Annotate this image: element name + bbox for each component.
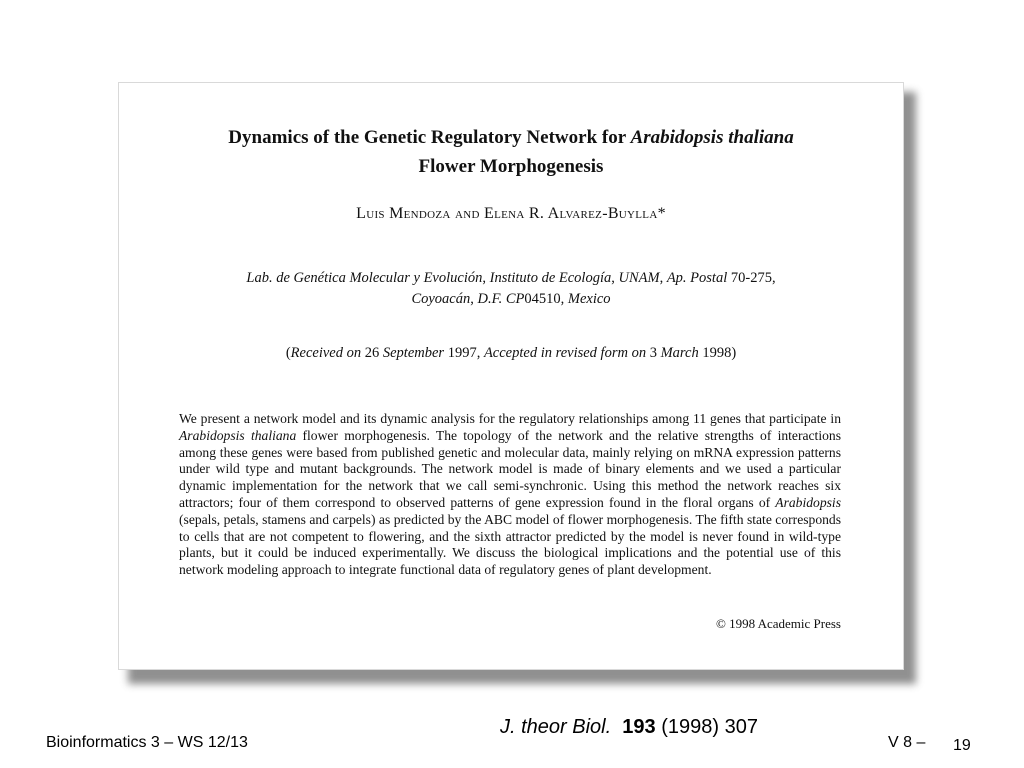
citation-year-page: (1998) 307: [655, 716, 758, 738]
citation: [500, 716, 758, 739]
paper-abstract: [179, 411, 841, 579]
received-year: 1997,: [444, 345, 484, 361]
citation-volume: 193: [622, 716, 656, 738]
accepted-year: 1998): [698, 345, 737, 361]
paper-copyright: © 1998 Academic Press: [715, 616, 841, 631]
footer-course: Bioinformatics 3 – WS 12/13: [46, 734, 248, 751]
paper-authors: Luis Mendoza and Elena R. Alvarez-Buylla*: [356, 205, 666, 222]
affil-unam: UNAM: [618, 270, 660, 286]
abstract-text: We present a network model and its dynamic analysis for the regulatory relationships among 11 genes that participate in: [179, 411, 841, 426]
accepted-label: Accepted in revised form on: [483, 345, 647, 361]
affil-cp-number: 04510,: [524, 291, 568, 307]
affil-df: D.F. CP: [477, 291, 525, 307]
accepted-day: 3: [646, 345, 661, 361]
paper-received: [139, 345, 883, 362]
received-day: 26: [361, 345, 383, 361]
paper-affiliation: [159, 268, 863, 310]
paper-clipping: [118, 82, 904, 670]
abstract-text: (sepals, petals, stamens and carpels) as predicted by the ABC model of flower morphogenesis. The fifth state corresponds to cells that are not competent to flowering, and the sixth attractor predicted by the model is never found in wild-type plants, but it could be induced experimentally. We discuss the biological implications and the potential use of this network modeling approach to integrate functional data of regulatory genes of plant development.: [179, 511, 841, 578]
abstract-text: flower morphogenesis. The topology of the network and the relative strengths of interactions among these genes were based from published genetic and molecular data, mainly relying on mRNA expression patterns under wild type and mutant backgrounds. The network model is made of binary elements and we used a particular dynamic implementation for the network that we call semi-synchronic. Using this method the network reaches six attractors; four of them correspond to observed patterns of gene expression found in the floral organs of: [179, 427, 841, 510]
abstract-genus: Arabidopsis: [775, 494, 841, 510]
received-paren: (: [285, 345, 291, 361]
affil-city: Coyoacán: [411, 291, 471, 307]
title-species: Arabidopsis thaliana: [630, 127, 794, 148]
affil-institute: Instituto de Ecología: [489, 270, 612, 286]
abstract-species: Arabidopsis thaliana: [179, 427, 297, 443]
affil-postal-number: 70-275,: [727, 270, 776, 286]
affil-sep: ,: [659, 270, 667, 286]
affil-sep: ,: [470, 291, 478, 307]
affil-sep: ,: [611, 270, 619, 286]
affil-lab: Lab. de Genética Molecular y Evolución: [246, 270, 483, 286]
accepted-month: March: [660, 345, 699, 361]
title-text-line2: Flower Morphogenesis: [418, 156, 604, 177]
affil-postal: Ap. Postal: [666, 270, 728, 286]
affil-country: Mexico: [567, 291, 611, 307]
footer-lecture: V 8 –: [888, 734, 926, 751]
page-number: 19: [953, 737, 971, 754]
citation-journal: J. theor Biol.: [500, 716, 612, 738]
paper-title: [139, 123, 883, 181]
title-text: Dynamics of the Genetic Regulatory Network for: [228, 127, 631, 148]
received-month: September: [382, 345, 445, 361]
affil-sep: ,: [482, 270, 490, 286]
received-label: Received on: [290, 345, 362, 361]
